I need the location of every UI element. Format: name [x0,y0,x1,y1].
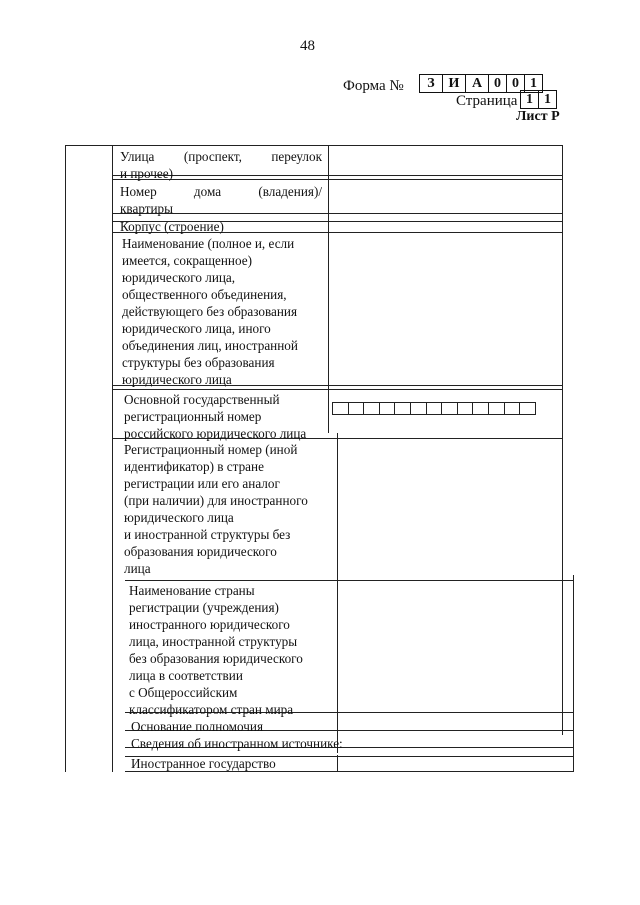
country-label-line: без образования юридического [129,651,303,666]
row-separator [112,175,562,176]
form-table [65,145,574,772]
organization-name-line: структуры без образования [122,355,275,370]
form-number-label: Форма № [343,78,404,94]
page-number-code [521,90,557,109]
ogrn-label-line: регистрационный номер [124,409,262,424]
organization-name-line: юридического лица, иного [122,321,271,336]
country-label-line: классификатором стран мира [129,702,294,717]
form-code-cell: А [465,74,489,93]
form-code-cell: 1 [524,74,543,93]
ogrn-digit-cell[interactable] [457,402,474,415]
table-right-border-lower [573,575,574,772]
form-code-cell: 0 [488,74,507,93]
table-left-border [65,145,66,772]
form-code-cell: З [419,74,443,93]
table-right-border [562,145,563,735]
ogrn-digit-cell[interactable] [348,402,365,415]
page-number-cell: 1 [538,90,557,109]
ogrn-digit-cell[interactable] [426,402,443,415]
ogrn-digit-cell[interactable] [394,402,411,415]
foreign-source-label: Сведения об иностранном источнике: [131,736,343,751]
foreign-registration-line: юридического лица [124,510,234,525]
organization-name-line: объединения лиц, иностранной [122,338,298,353]
row-separator [125,580,573,581]
row-separator [112,179,562,180]
label-column-border [112,145,113,772]
house-number-label-cont: квартиры [120,201,174,216]
ogrn-digit-cell[interactable] [519,402,536,415]
ogrn-digit-cell[interactable] [410,402,427,415]
country-label-line: с Общероссийским [129,685,238,700]
organization-name-line: имеется, сокращенное) [122,253,252,268]
form-code-cell: И [442,74,466,93]
value-column-border [337,433,338,753]
value-column-border [337,755,338,772]
foreign-registration-line: лица [124,561,151,576]
page-number: 48 [300,38,315,54]
form-code-cell: 0 [506,74,525,93]
foreign-registration-line: образования юридического [124,544,277,559]
ogrn-digit-cell[interactable] [488,402,505,415]
ogrn-digit-cell[interactable] [363,402,380,415]
foreign-registration-line: регистрации или его аналог [124,476,280,491]
page-label: Страница [456,93,518,109]
country-label-line: регистрации (учреждения) [129,600,279,615]
country-label-line: лица, иностранной структуры [129,634,298,649]
street-label-cont: и прочее) [120,166,173,181]
organization-name-line: юридического лица [122,372,232,387]
ogrn-digit-cell[interactable] [472,402,489,415]
row-separator [112,213,562,214]
page-number-cell: 1 [520,90,539,109]
country-label-line: лица в соответствии [129,668,243,683]
ogrn-digit-cell[interactable] [504,402,521,415]
sheet-label: Лист Р [516,109,560,124]
country-label-line: Наименование страны [129,583,255,598]
ogrn-digit-cell[interactable] [332,402,349,415]
foreign-registration-line: (при наличии) для иностранного [124,493,308,508]
ogrn-label-line: российского юридического лица [124,426,307,441]
row-separator [112,389,562,390]
foreign-registration-line: Регистрационный номер (иной [124,442,298,457]
foreign-state-label: Иностранное государство [131,756,276,771]
ogrn-digit-cell[interactable] [441,402,458,415]
foreign-registration-line: идентификатор) в стране [124,459,264,474]
organization-name-line: общественного объединения, [122,287,287,302]
street-label: Улица (проспект, переулок [120,149,322,164]
building-label: Корпус (строение) [120,219,224,234]
foreign-registration-line: и иностранной структуры без [124,527,291,542]
country-label-line: иностранного юридического [129,617,290,632]
ogrn-digit-cell[interactable] [379,402,396,415]
table-top-border [65,145,562,146]
ogrn-label-line: Основной государственный [124,392,280,407]
ogrn-digit-cells[interactable] [333,402,536,415]
organization-name-line: Наименование (полное и, если [122,236,295,251]
authority-basis-label: Основание полномочия [131,719,264,734]
house-number-label: Номер дома (владения)/ [120,184,322,199]
organization-name-line: действующего без образования [122,304,298,319]
organization-name-line: юридического лица, [122,270,236,285]
